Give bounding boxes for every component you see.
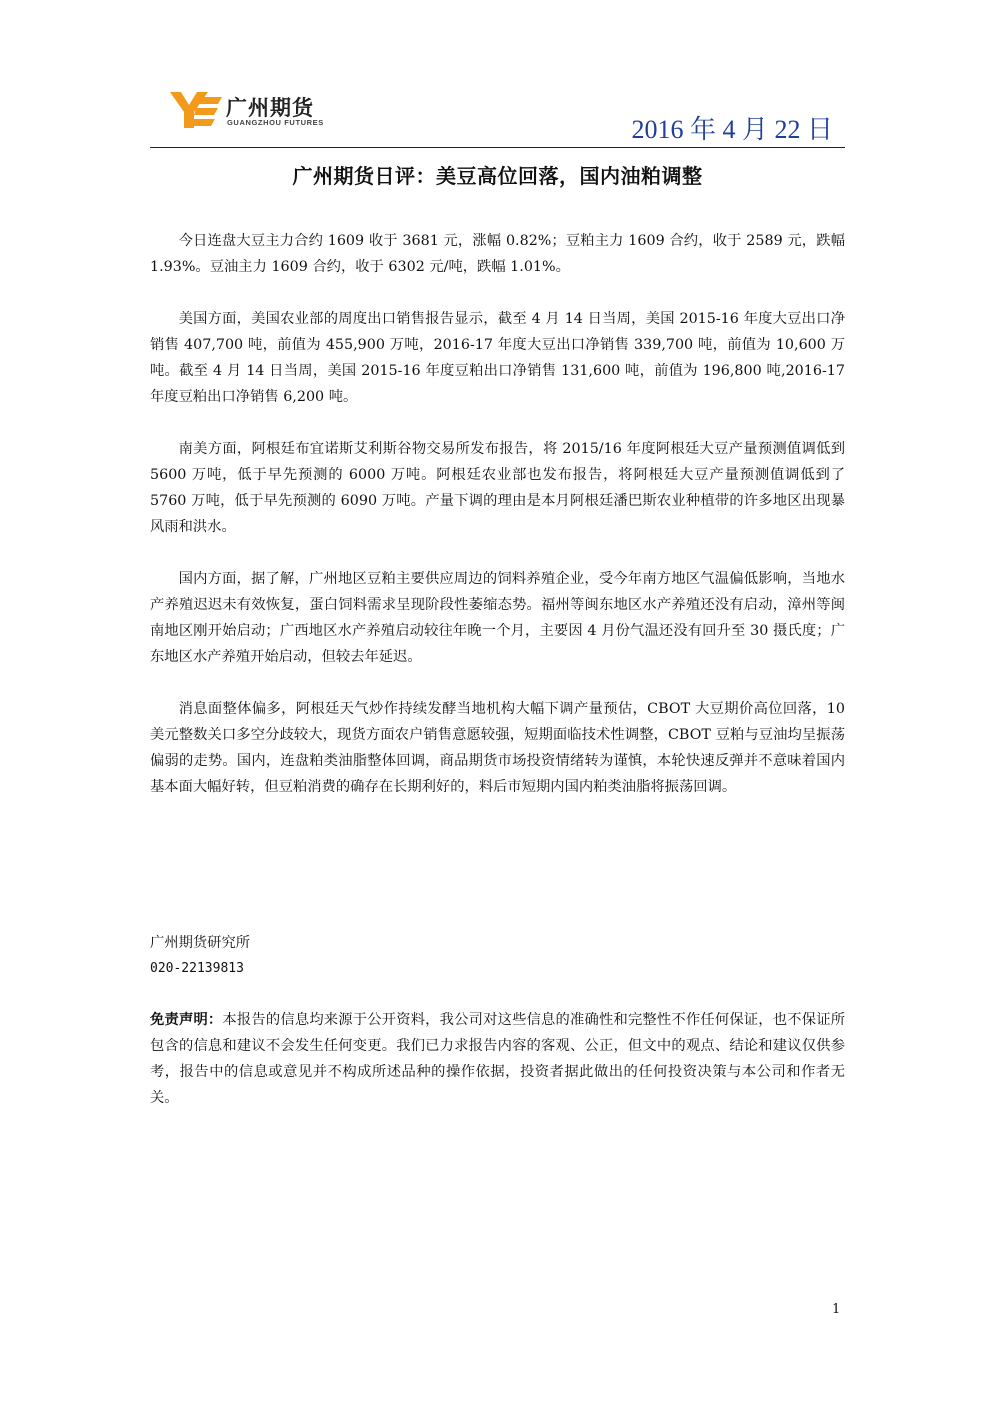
company-logo xyxy=(168,88,348,132)
disclaimer-label: 免责声明： xyxy=(150,1012,223,1028)
report-body xyxy=(150,228,845,826)
report-title: 广州期货日评：美豆高位回落，国内油粕调整 xyxy=(292,164,703,188)
disclaimer xyxy=(150,1007,845,1111)
paragraph-domestic: 国内方面，据了解，广州地区豆粕主要供应周边的饲料养殖企业，受今年南方地区气温偏低影响，当地水产养殖迟迟未有效恢复，蛋白饲料需求呈现阶段性萎缩态势。福州等闽东地区水产养殖还没有启动，漳州等闽南地区刚开始启动；广西地区水产养殖启动较往年晚一个月，主要因 4 月份气温还没有回升至 30 摄氏度；广东地区水产养殖开始启动，但较去年延迟。 xyxy=(150,571,845,665)
yf-logo-icon xyxy=(168,88,224,132)
contact-phone: 020-22139813 xyxy=(150,961,244,976)
paragraph-us-market: 美国方面，美国农业部的周度出口销售报告显示，截至 4 月 14 日当周，美国 2015-16 年度大豆出口净销售 407,700 吨，前值为 455,900 万吨，2016-17 年度大豆出口净销售 339,700 吨，前值为 10,600 万吨。截至 4 月 14 日当周，美国 2015-16 年度豆粕出口净销售 131,600 吨，前值为 196,800 吨,2016-17 年度豆粕出口净销售 6,200 吨。 xyxy=(150,311,845,405)
page-number: 1 xyxy=(832,1302,841,1317)
logo-chinese-name: 广州期货 xyxy=(226,96,314,120)
paragraph-market-close: 今日连盘大豆主力合约 1609 收于 3681 元，涨幅 0.82%；豆粕主力 1609 合约，收于 2589 元，跌幅 1.93%。豆油主力 1609 合约，收于 6302 元/吨，跌幅 1.01%。 xyxy=(150,233,845,275)
page-header xyxy=(150,80,845,148)
report-date: 2016 年 4 月 22 日 xyxy=(631,115,833,144)
research-institute-name: 广州期货研究所 xyxy=(150,935,251,951)
disclaimer-text: 本报告的信息均来源于公开资料，我公司对这些信息的准确性和完整性不作任何保证，也不保证所包含的信息和建议不会发生任何变更。我们已力求报告内容的客观、公正，但文中的观点、结论和建议仅供参考，报告中的信息或意见并不构成所述品种的操作依据，投资者据此做出的任何投资决策与本公司和作者无关。 xyxy=(150,1012,846,1106)
logo-english-name: GUANGZHOU FUTURES xyxy=(227,118,324,127)
paragraph-outlook: 消息面整体偏多，阿根廷天气炒作持续发酵当地机构大幅下调产量预估，CBOT 大豆期价高位回落，10 美元整数关口多空分歧较大，现货方面农户销售意愿较强，短期面临技术性调整，CBOT 豆粕与豆油均呈振荡偏弱的走势。国内，连盘粕类油脂整体回调，商品期货市场投资情绪转为谨慎，本轮快速反弹并不意味着国内基本面大幅好转，但豆粕消费的确存在长期利好的，料后市短期内国内粕类油脂将振荡回调。 xyxy=(150,701,845,795)
paragraph-south-america: 南美方面，阿根廷布宜诺斯艾利斯谷物交易所发布报告，将 2015/16 年度阿根廷大豆产量预测值调低到 5600 万吨，低于早先预测的 6000 万吨。阿根廷农业部也发布报告，将阿根廷大豆产量预测值调低到了 5760 万吨，低于早先预测的 6090 万吨。产量下调的理由是本月阿根廷潘巴斯农业种植带的许多地区出现暴风雨和洪水。 xyxy=(150,441,845,535)
